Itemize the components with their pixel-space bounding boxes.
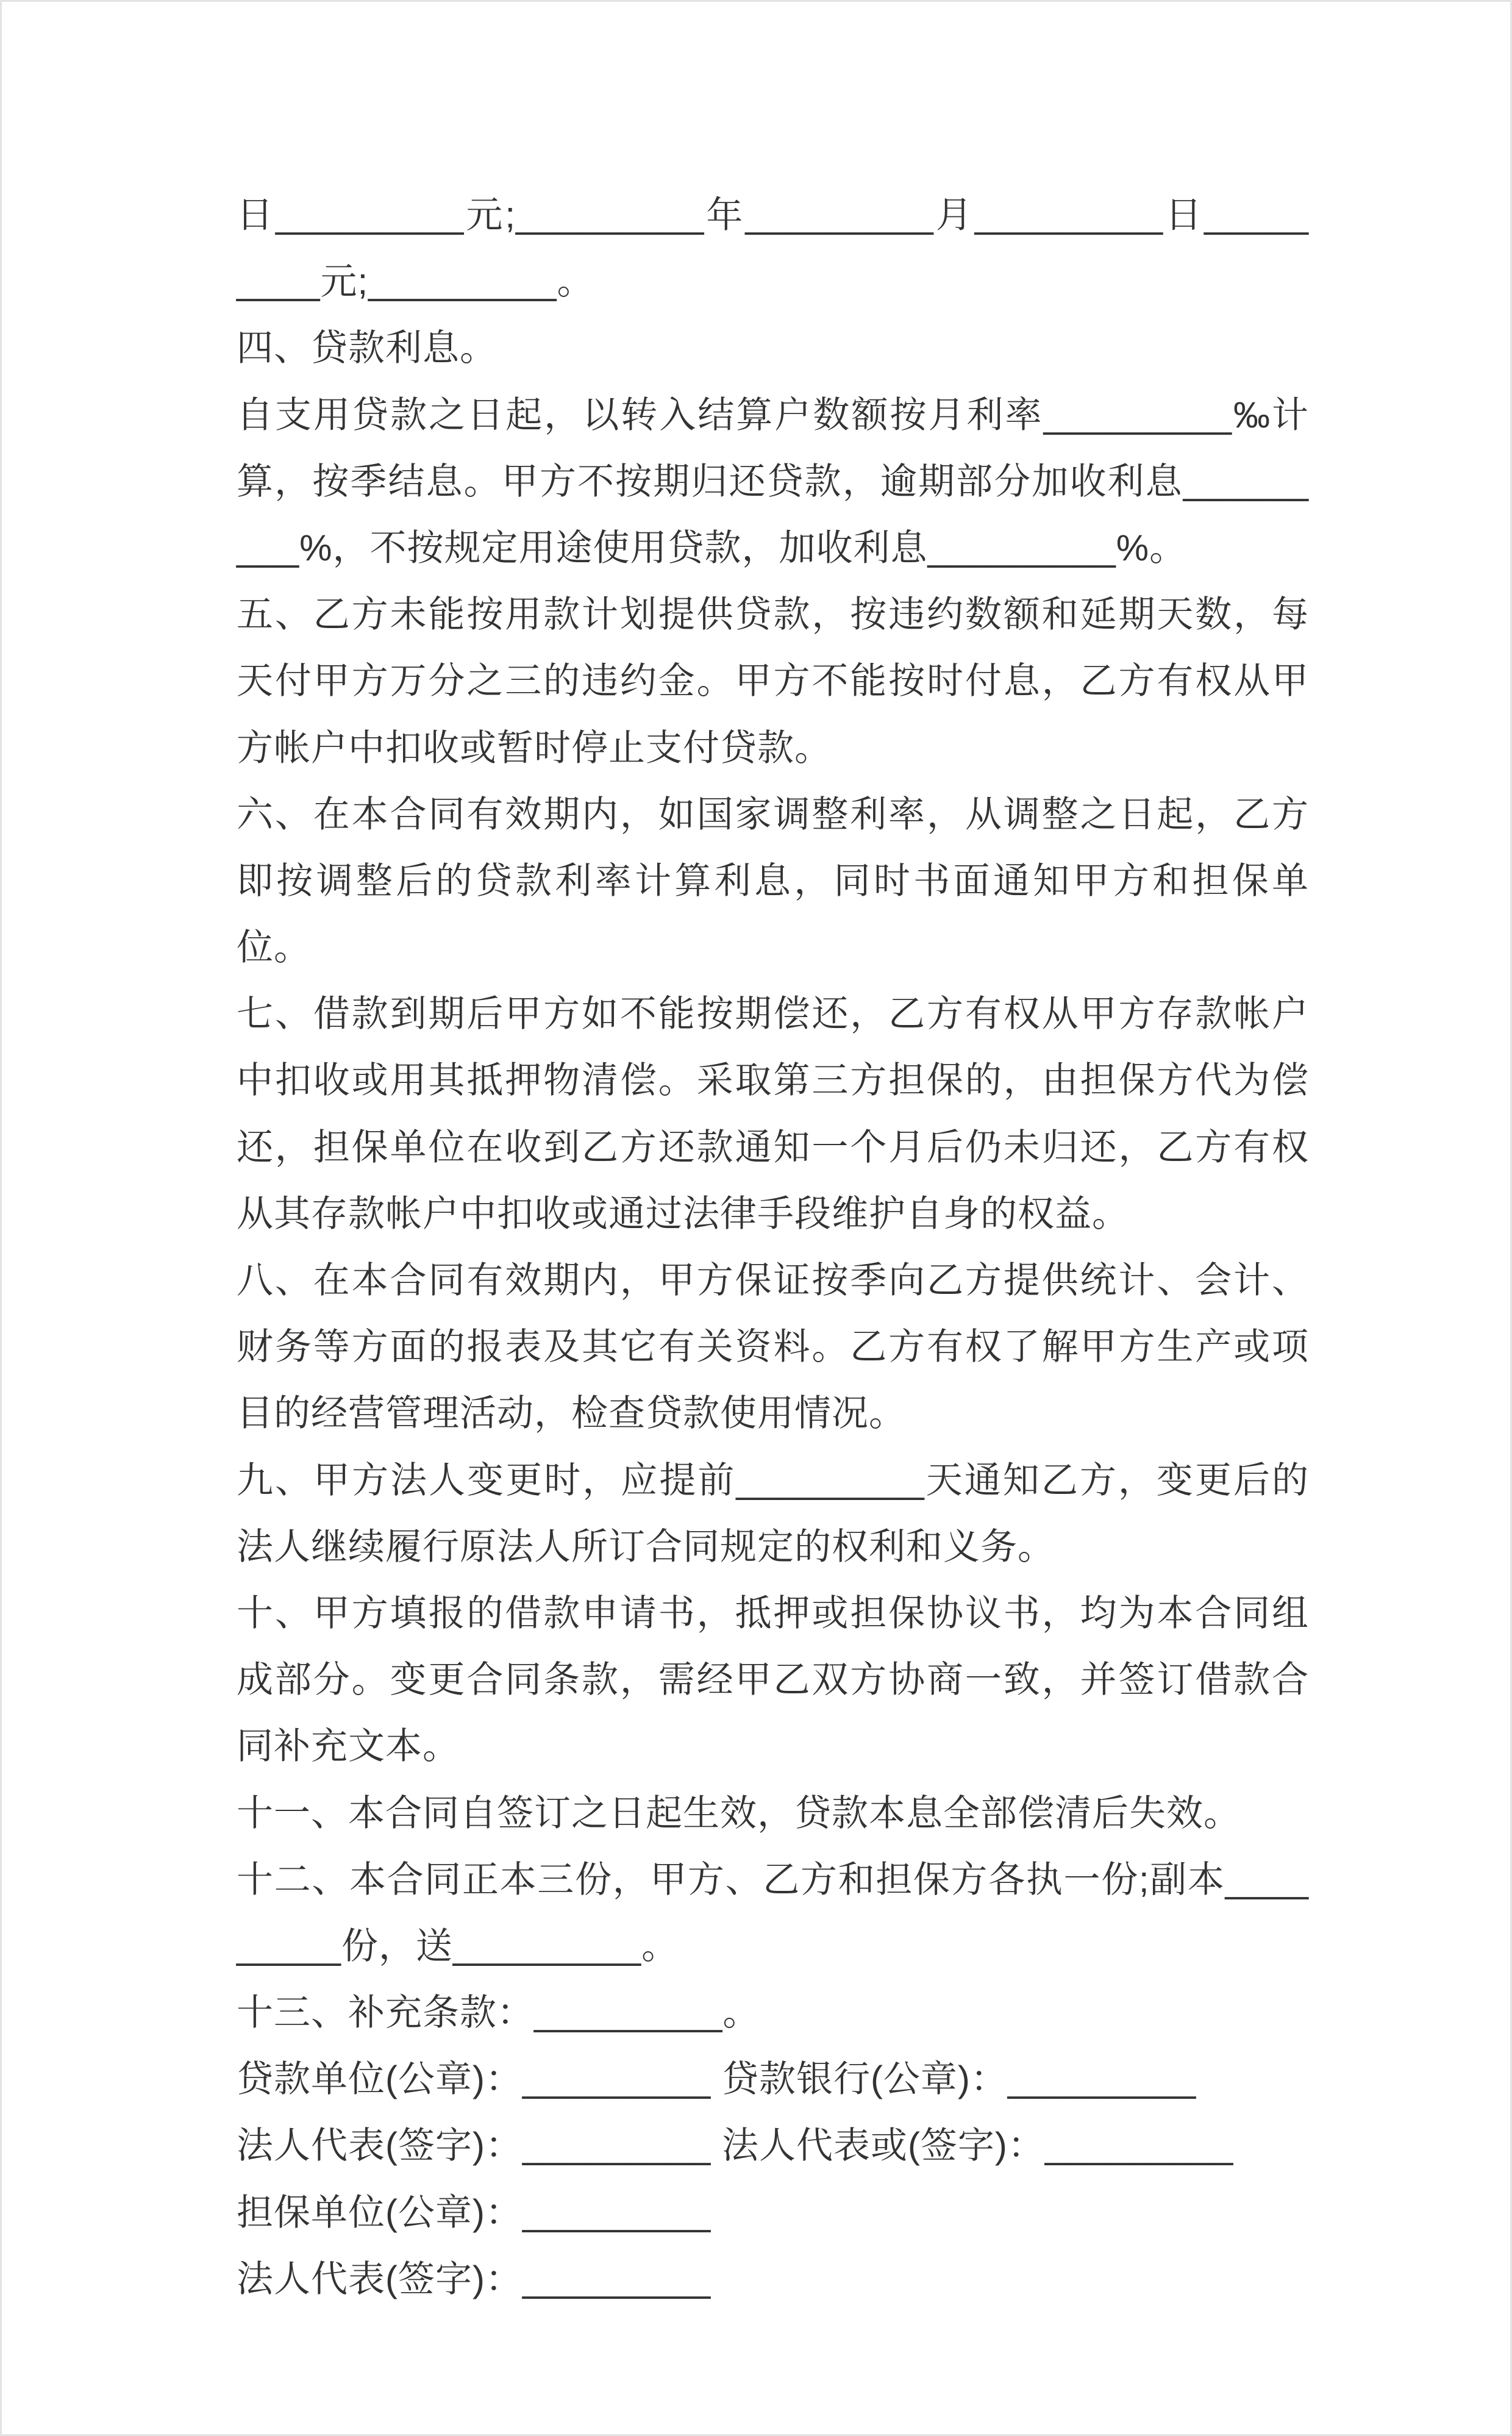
clause-4-body: 自支用贷款之日起，以转入结算户数额按月利率_________‰计算，按季结息。甲方不按期归还贷款，逾期部分加收利息_________%，不按规定用途使用贷款，加收利息_________%。 bbox=[237, 394, 1309, 568]
clause-11: 十一、本合同自签订之日起生效，贷款本息全部偿清后失效。 bbox=[237, 1792, 1241, 1834]
clause-13-supplement: 十三、补充条款：_________。 bbox=[237, 1992, 760, 2034]
clause-10: 十、甲方填报的借款申请书，抵押或担保协议书，均为本合同组成部分。变更合同条款，需经甲乙双方协商一致，并签订借款合同补充文本。 bbox=[237, 1592, 1309, 1767]
clause-6: 六、在本合同有效期内，如国家调整利率，从调整之日起，乙方即按调整后的贷款利率计算利息，同时书面通知甲方和担保单位。 bbox=[237, 793, 1309, 968]
clause-7: 七、借款到期后甲方如不能按期偿还，乙方有权从甲方存款帐户中扣收或用其抵押物清偿。采取第三方担保的，由担保方代为偿还，担保单位在收到乙方还款通知一个月后仍未归还，乙方有权从其存款帐户中扣收或通过法律手段维护自身的权益。 bbox=[237, 993, 1309, 1234]
clause-4-heading: 四、贷款利息。 bbox=[237, 327, 497, 369]
clause-8: 八、在本合同有效期内，甲方保证按季向乙方提供统计、会计、财务等方面的报表及其它有关资料。乙方有权了解甲方生产或项目的经营管理活动，检查贷款使用情况。 bbox=[237, 1260, 1309, 1434]
signature-guarantor-unit: 担保单位(公章)：_________ bbox=[237, 2191, 711, 2233]
signature-legal-reps: 法人代表(签字)：_________ 法人代表或(签字)：_________ bbox=[237, 2125, 1234, 2166]
signature-guarantor-rep: 法人代表(签字)：_________ bbox=[237, 2258, 711, 2299]
blank-amounts-line: 日_________元;_________年_________月_________日_________元;_________。 bbox=[237, 195, 1309, 302]
signature-loan-unit-and-bank: 贷款单位(公章)：_________ 贷款银行(公章)：_________ bbox=[237, 2059, 1197, 2100]
clause-9: 九、甲方法人变更时，应提前_________天通知乙方，变更后的法人继续履行原法人所订合同规定的权利和义务。 bbox=[237, 1459, 1309, 1567]
contract-body bbox=[2, 2, 1510, 2434]
clause-5: 五、乙方未能按用款计划提供贷款，按违约数额和延期天数，每天付甲方万分之三的违约金。甲方不能按时付息，乙方有权从甲方帐户中扣收或暂时停止支付贷款。 bbox=[237, 594, 1309, 768]
clause-12: 十二、本合同正本三份，甲方、乙方和担保方各执一份;副本_________份，送_________。 bbox=[237, 1859, 1309, 1966]
